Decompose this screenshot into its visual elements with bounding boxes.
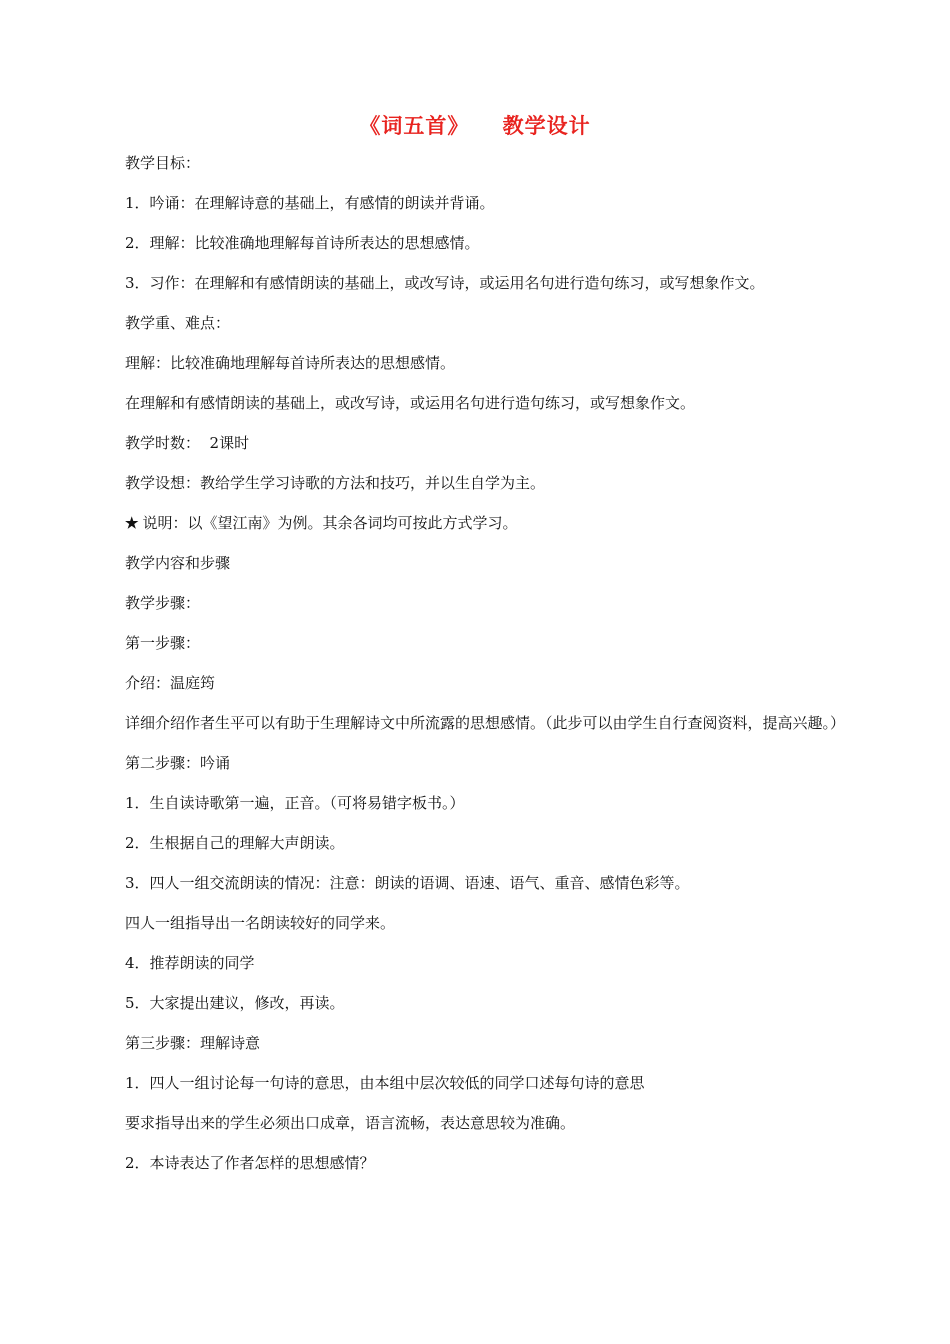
- recite-item-3: 3．四人一组交流朗读的情况：注意：朗读的语调、语速、语气、重音、感情色彩等。: [125, 874, 690, 892]
- teaching-idea: 教学设想：教给学生学习诗歌的方法和技巧，并以生自学为主。: [125, 474, 546, 492]
- teaching-hours: 教学时数： 2课时: [125, 434, 250, 452]
- recite-item-4: 4．推荐朗读的同学: [125, 954, 255, 972]
- goal-item-2: 2．理解：比较准确地理解每首诗所表达的思想感情。: [125, 234, 480, 252]
- recite-item-5: 5．大家提出建议，修改，再读。: [125, 994, 345, 1012]
- step-1-heading: 第一步骤：: [125, 634, 201, 652]
- meaning-item-1-note: 要求指导出来的学生必须出口成章，语言流畅，表达意思较为准确。: [125, 1114, 576, 1132]
- step-2-heading: 第二步骤：吟诵: [125, 754, 231, 772]
- document-body: [92, 152, 852, 1192]
- meaning-item-2: 2．本诗表达了作者怎样的思想感情？: [125, 1154, 375, 1172]
- recite-item-2: 2．生根据自己的理解大声朗读。: [125, 834, 345, 852]
- star-icon: ★: [125, 514, 139, 532]
- author-intro-paragraph: 详细介绍作者生平可以有助于生理解诗文中所流露的思想感情。（此步可以由学生自行查阅资料，提高兴趣。）: [125, 714, 846, 732]
- section-heading-steps: 教学步骤：: [125, 594, 201, 612]
- author-intro: 介绍：温庭筠: [125, 674, 216, 692]
- recite-item-3-note: 四人一组指导出一名朗读较好的同学来。: [125, 914, 396, 932]
- section-heading-content: 教学内容和步骤: [125, 554, 231, 572]
- goal-item-3: 3．习作：在理解和有感情朗读的基础上，或改写诗，或运用名句进行造句练习，或写想象作文。: [125, 274, 765, 292]
- goal-item-1: 1．吟诵：在理解诗意的基础上，有感情的朗读并背诵。: [125, 194, 495, 212]
- section-heading-key-points: 教学重、难点：: [125, 314, 231, 332]
- key-point-1: 理解：比较准确地理解每首诗所表达的思想感情。: [125, 354, 456, 372]
- note-text: 说明：以《望江南》为例。其余各词均可按此方式学习。: [142, 514, 518, 532]
- key-point-2: 在理解和有感情朗读的基础上，或改写诗，或运用名句进行造句练习，或写想象作文。: [125, 394, 696, 412]
- recite-item-1: 1．生自读诗歌第一遍，正音。（可将易错字板书。）: [125, 794, 465, 812]
- section-heading-goals: 教学目标：: [125, 154, 201, 172]
- meaning-item-1: 1．四人一组讨论每一句诗的意思，由本组中层次较低的同学口述每句诗的意思: [125, 1074, 645, 1092]
- note-line: [92, 512, 852, 534]
- step-3-heading: 第三步骤：理解诗意: [125, 1034, 261, 1052]
- document-title: 《词五首》 教学设计: [359, 113, 591, 138]
